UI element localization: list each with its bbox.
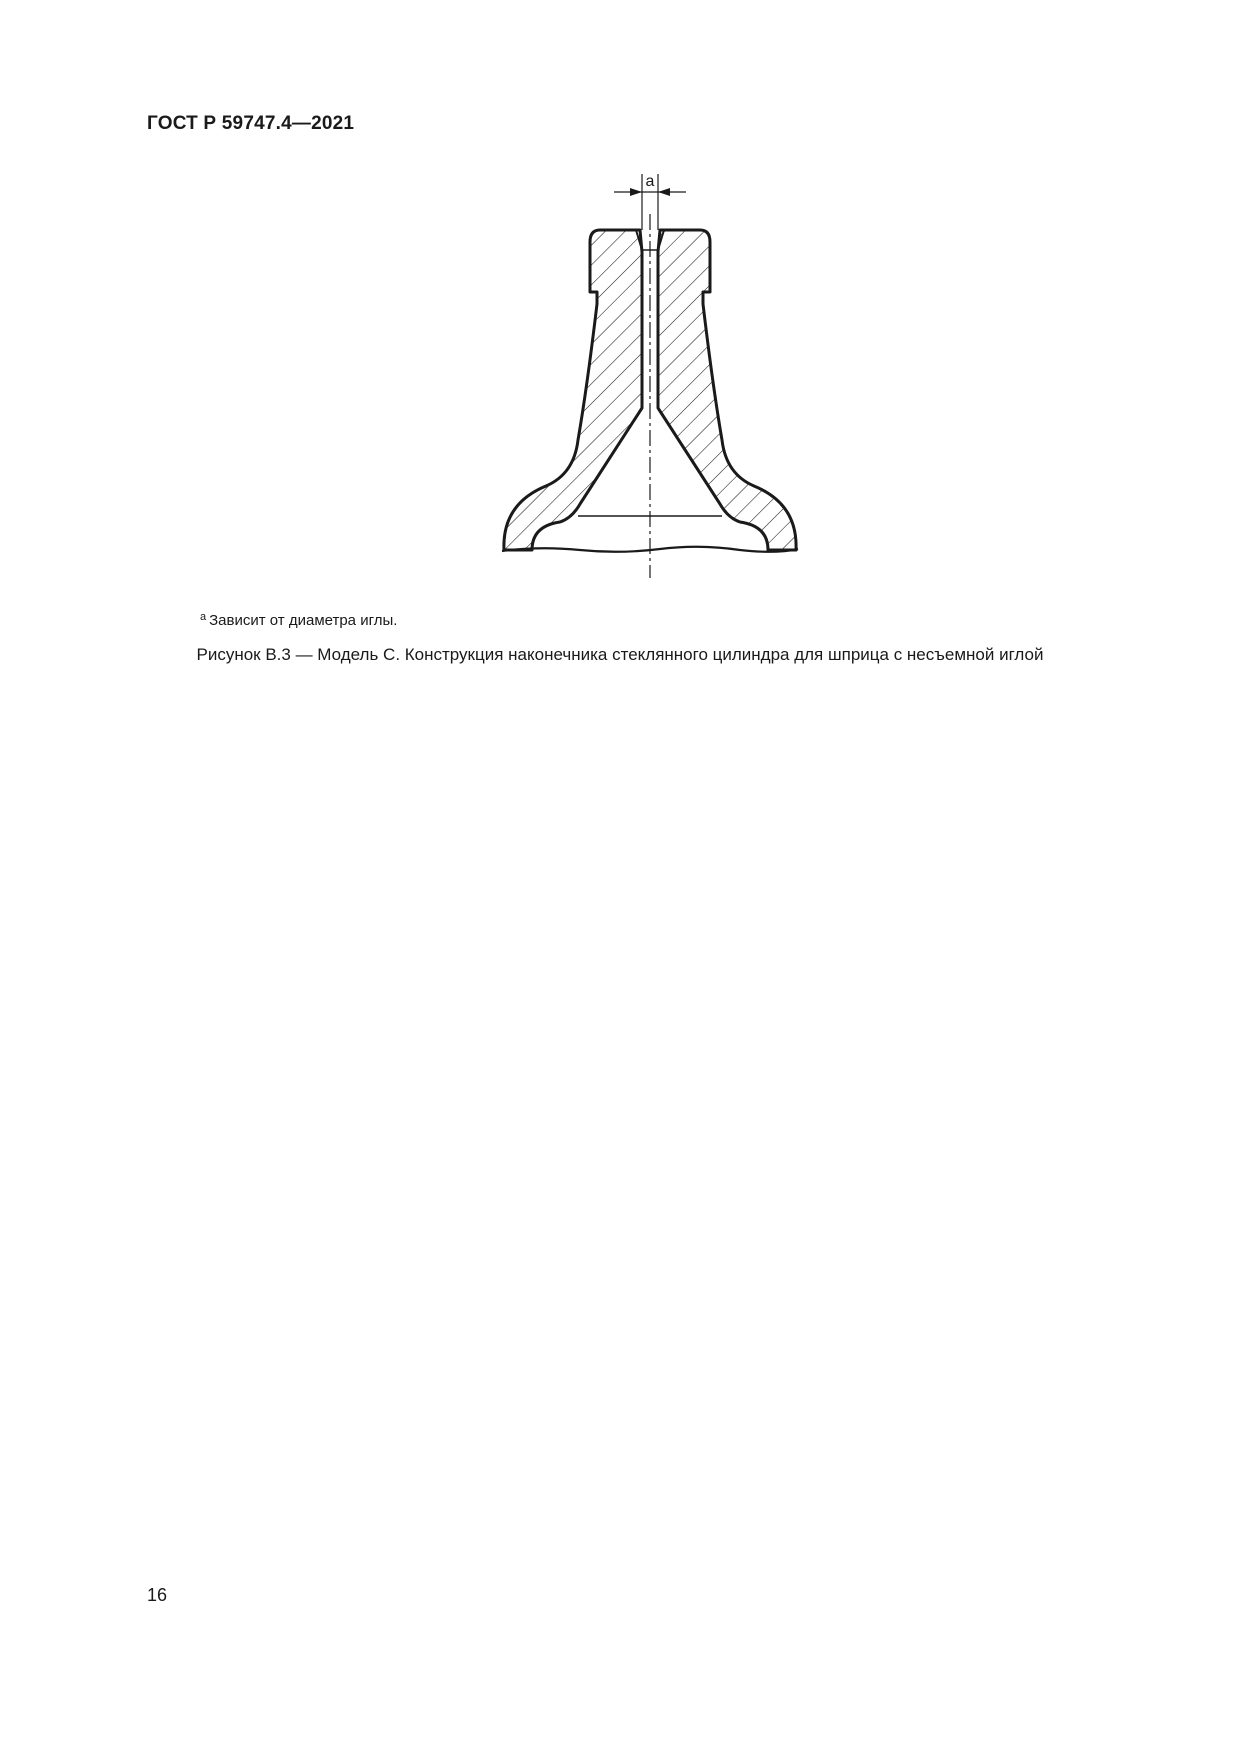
page-header-standard-id: ГОСТ Р 59747.4—2021 [147, 113, 355, 134]
dimension-label-a: a [645, 173, 655, 190]
footnote-marker: a [200, 611, 207, 623]
left-wall-section [504, 230, 642, 550]
footnote-text: Зависит от диаметра иглы. [209, 612, 398, 629]
figure-footnote [200, 612, 397, 629]
right-wall-section [658, 230, 796, 550]
syringe-tip-drawing [490, 168, 810, 588]
page-number: 16 [147, 1585, 168, 1605]
figure-caption: Рисунок В.3 — Модель С. Конструкция наконечника стеклянного цилиндра для шприца с несъемной иглой [196, 645, 1044, 664]
